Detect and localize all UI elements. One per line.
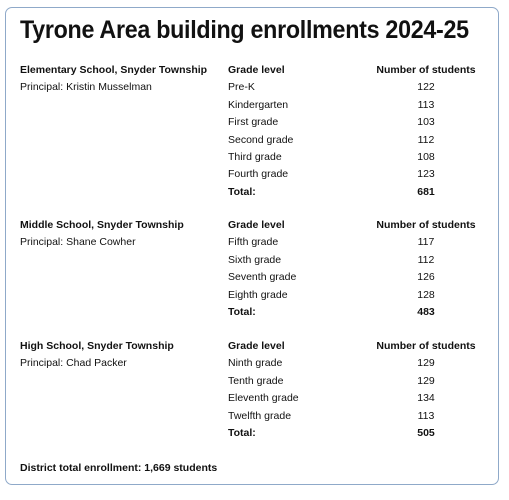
grade-label: Ninth grade — [228, 357, 283, 370]
grade-label: Tenth grade — [228, 374, 284, 387]
grade-count: 103 — [417, 116, 435, 129]
school-name: Middle School, Snyder Township — [20, 219, 184, 231]
total-label: Total: — [228, 185, 256, 198]
grade-count: 112 — [417, 133, 435, 146]
grade-count: 126 — [417, 271, 435, 284]
grade-count: 134 — [417, 392, 435, 405]
grade-level-header: Grade level — [228, 340, 285, 352]
grade-count: 112 — [417, 253, 435, 266]
grade-label: Twelfth grade — [228, 409, 292, 422]
grade-label: Fifth grade — [228, 236, 279, 249]
grade-label: Fourth grade — [228, 168, 289, 181]
grade-label: Third grade — [228, 150, 282, 163]
grade-count: 113 — [417, 409, 435, 422]
total-label: Total: — [228, 305, 256, 318]
school-section-elementary — [20, 64, 490, 203]
district-total: District total enrollment: 1,669 students — [20, 462, 218, 474]
grade-label: Seventh grade — [228, 271, 297, 284]
grade-label: Second grade — [228, 133, 294, 146]
grade-level-header: Grade level — [228, 64, 285, 76]
grade-level-header: Grade level — [228, 219, 285, 231]
grade-label: Sixth grade — [228, 253, 282, 266]
grade-label: First grade — [228, 116, 279, 129]
principal-name: Principal: Chad Packer — [20, 357, 127, 370]
principal-name: Principal: Shane Cowher — [20, 236, 136, 249]
page-title: Tyrone Area building enrollments 2024-25 — [20, 16, 469, 44]
total-count: 483 — [417, 305, 435, 318]
grade-count: 128 — [417, 288, 435, 301]
grade-count: 129 — [417, 357, 435, 370]
grade-count: 108 — [417, 150, 435, 163]
grade-label: Eighth grade — [228, 288, 288, 301]
grade-label: Kindergarten — [228, 98, 289, 111]
grade-label: Eleventh grade — [228, 392, 299, 405]
grade-count: 123 — [417, 168, 435, 181]
grade-count: 122 — [417, 81, 435, 94]
student-count-header: Number of students — [376, 340, 476, 352]
school-name: Elementary School, Snyder Township — [20, 64, 208, 76]
student-count-header: Number of students — [376, 219, 476, 231]
school-section-high — [20, 340, 490, 444]
total-count: 681 — [417, 185, 435, 198]
grade-count: 117 — [417, 236, 435, 249]
grade-count: 113 — [417, 98, 435, 111]
school-section-middle — [20, 219, 490, 323]
school-name: High School, Snyder Township — [20, 340, 174, 352]
total-count: 505 — [417, 426, 435, 439]
principal-name: Principal: Kristin Musselman — [20, 81, 152, 94]
grade-label: Pre-K — [228, 81, 255, 94]
student-count-header: Number of students — [376, 64, 476, 76]
grade-count: 129 — [417, 374, 435, 387]
total-label: Total: — [228, 426, 256, 439]
